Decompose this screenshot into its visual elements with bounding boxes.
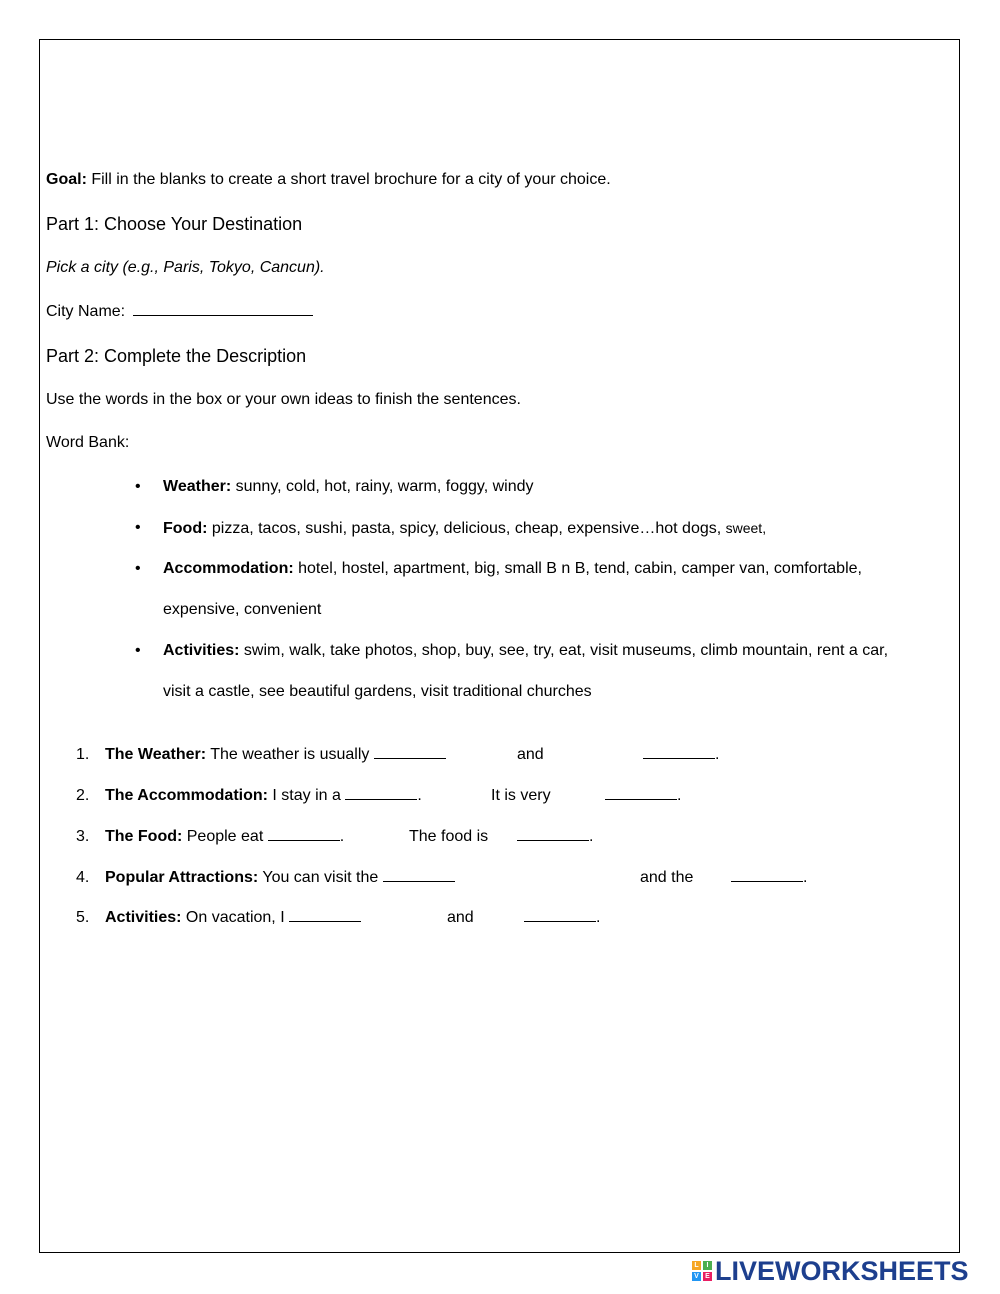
liveworksheets-logo[interactable]: [692, 1257, 969, 1285]
weather-words: sunny, cold, hot, rainy, warm, foggy, windy: [231, 478, 534, 495]
accommodation-label: Accommodation:: [163, 560, 294, 577]
part2-heading: Part 2: Complete the Description: [46, 346, 307, 366]
question-text: People eat: [182, 828, 268, 845]
question-label: Activities:: [105, 909, 182, 926]
activities-label: Activities:: [163, 642, 240, 659]
question-number: 2.: [76, 787, 90, 804]
food-words-extra: sweet,: [725, 520, 767, 536]
question-4: [105, 868, 455, 888]
answer-blank[interactable]: [731, 881, 803, 882]
question-label: The Weather:: [105, 746, 207, 763]
question-end: .: [596, 909, 601, 926]
question-end: .: [339, 828, 345, 845]
question-label: The Food:: [105, 828, 183, 845]
question-text: The weather is usually: [206, 746, 374, 763]
question-3-blank-2: [517, 827, 593, 847]
question-number: 5.: [76, 909, 90, 926]
question-connector: and: [517, 746, 544, 763]
question-text: You can visit the: [258, 869, 383, 886]
word-bank-activities: [163, 641, 888, 661]
question-4-blank-2: [731, 868, 807, 888]
question-label: Popular Attractions:: [105, 869, 259, 886]
logo-mark-cell: I: [703, 1261, 712, 1270]
logo-mark-icon: [692, 1261, 712, 1281]
answer-blank[interactable]: [383, 881, 455, 882]
city-name-blank[interactable]: [133, 315, 313, 316]
question-end: .: [803, 869, 808, 886]
part1-instruction: Pick a city (e.g., Paris, Tokyo, Cancun).: [46, 259, 325, 276]
answer-blank[interactable]: [643, 758, 715, 759]
activities-words-line1: swim, walk, take photos, shop, buy, see, try, eat, visit museums, climb mountain, rent a car,: [239, 642, 889, 659]
answer-blank[interactable]: [605, 799, 677, 800]
bullet-icon: •: [135, 560, 141, 577]
bullet-icon: •: [135, 519, 141, 536]
question-5-blank-2: [524, 908, 600, 928]
bullet-icon: •: [135, 478, 141, 495]
logo-mark-cell: V: [692, 1272, 701, 1281]
answer-blank[interactable]: [524, 921, 596, 922]
question-5: [105, 908, 361, 928]
part1-heading: Part 1: Choose Your Destination: [46, 214, 303, 234]
question-1-blank-2: [643, 745, 719, 765]
logo-mark-cell: E: [703, 1272, 712, 1281]
answer-blank[interactable]: [289, 921, 361, 922]
question-1: [105, 745, 446, 765]
goal-line: [46, 170, 611, 190]
question-2-blank-2: [605, 786, 681, 806]
question-connector: It is very: [491, 787, 551, 804]
question-connector: and the: [640, 869, 694, 886]
part2-instruction: Use the words in the box or your own ideas to finish the sentences.: [46, 391, 521, 408]
word-bank-label: Word Bank:: [46, 434, 130, 451]
accommodation-words-line2: expensive, convenient: [163, 601, 322, 618]
question-end: .: [417, 787, 422, 804]
question-number: 1.: [76, 746, 90, 763]
question-3: [105, 827, 344, 847]
answer-blank[interactable]: [374, 758, 446, 759]
logo-mark-cell: L: [692, 1261, 701, 1270]
food-words: pizza, tacos, sushi, pasta, spicy, delicious, cheap, expensive…hot dogs,: [207, 520, 726, 537]
answer-blank[interactable]: [345, 799, 417, 800]
word-bank-food: [163, 518, 766, 539]
question-text: On vacation, I: [181, 909, 290, 926]
word-bank-accommodation: [163, 559, 862, 579]
question-end: .: [589, 828, 594, 845]
activities-words-line2: visit a castle, see beautiful gardens, visit traditional churches: [163, 683, 592, 700]
weather-label: Weather:: [163, 478, 232, 495]
question-text: I stay in a: [267, 787, 346, 804]
question-end: .: [715, 746, 720, 763]
question-connector: and: [447, 909, 474, 926]
bullet-icon: •: [135, 642, 141, 659]
question-label: The Accommodation:: [105, 787, 268, 804]
accommodation-words-line1: hotel, hostel, apartment, big, small B n B, tend, cabin, camper van, comfortable,: [293, 560, 862, 577]
question-end: .: [677, 787, 682, 804]
word-bank-weather: [163, 477, 534, 497]
question-2: [105, 786, 422, 806]
question-connector: The food is: [409, 828, 489, 845]
city-name-label: City Name:: [46, 303, 126, 320]
question-number: 4.: [76, 869, 90, 886]
answer-blank[interactable]: [268, 840, 340, 841]
goal-text: Fill in the blanks to create a short travel brochure for a city of your choice.: [86, 171, 611, 188]
goal-label: Goal:: [46, 171, 87, 188]
logo-text: LIVEWORKSHEETS: [715, 1256, 969, 1286]
city-name-row: [46, 302, 313, 322]
food-label: Food:: [163, 520, 208, 537]
question-number: 3.: [76, 828, 90, 845]
answer-blank[interactable]: [517, 840, 589, 841]
